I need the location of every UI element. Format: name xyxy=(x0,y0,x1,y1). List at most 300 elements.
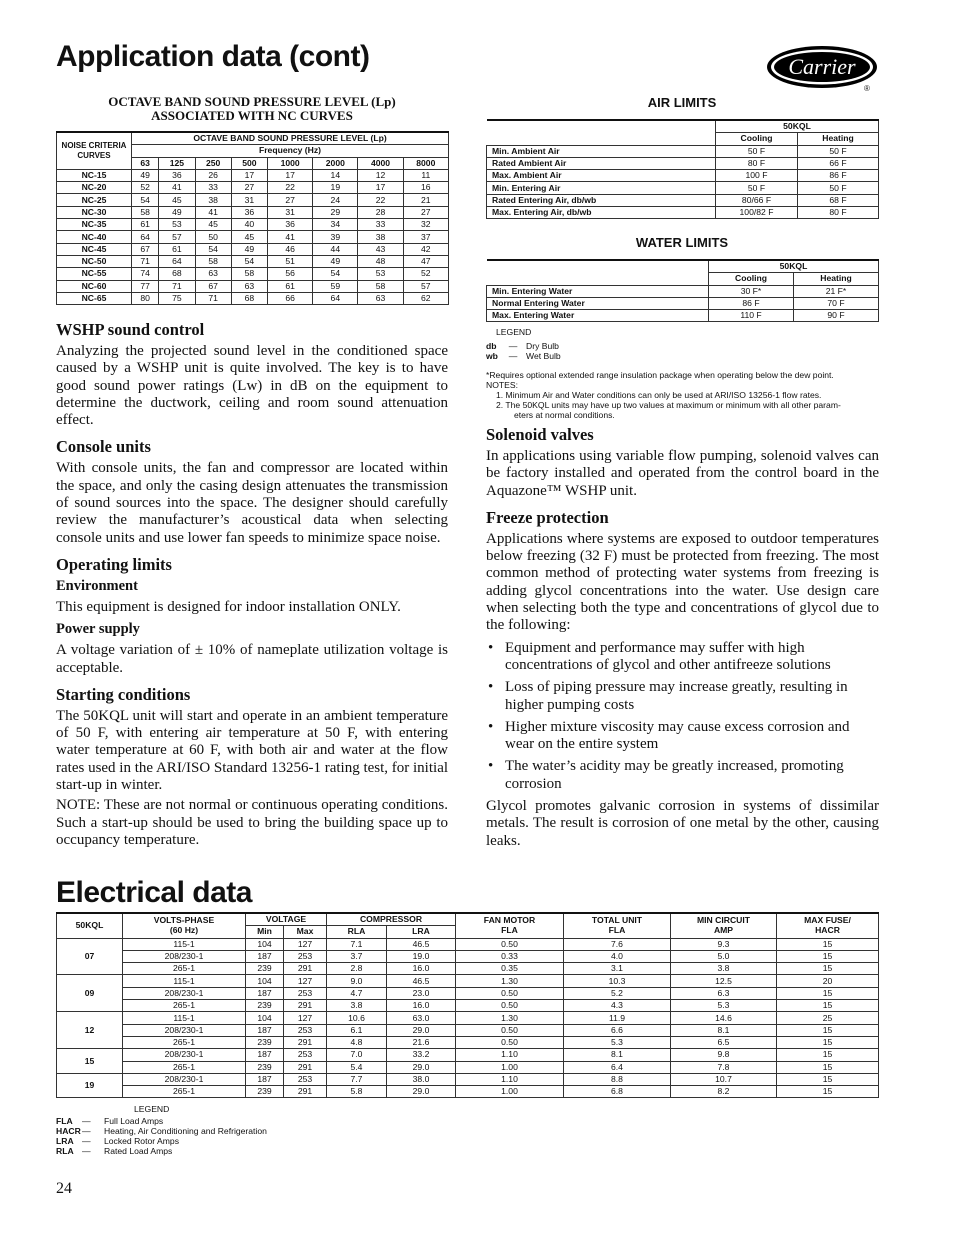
fan-motor-header: FAN MOTOR FLA xyxy=(456,913,564,938)
electrical-cell: 291 xyxy=(284,1086,327,1098)
sound-value: 52 xyxy=(132,182,159,194)
sound-value: 54 xyxy=(195,243,231,255)
cooling-value: 100/82 F xyxy=(716,207,798,219)
sound-table-row xyxy=(57,206,449,218)
limit-label: Rated Ambient Air xyxy=(487,157,716,169)
electrical-cell: 9.3 xyxy=(671,938,777,950)
starting-conditions-heading: Starting conditions xyxy=(56,684,191,704)
sound-table-row xyxy=(57,231,449,243)
electrical-cell: 127 xyxy=(284,975,327,987)
electrical-cell: 115-1 xyxy=(123,938,246,950)
sound-table-title: OCTAVE BAND SOUND PRESSURE LEVEL (Lp) ASSOCIATED WITH NC CURVES xyxy=(108,94,396,123)
electrical-cell: 4.8 xyxy=(327,1036,387,1048)
sound-value: 27 xyxy=(231,182,267,194)
electrical-cell: 29.0 xyxy=(387,1061,456,1073)
water-limits-heating-header: Heating xyxy=(794,273,879,285)
sound-value: 54 xyxy=(313,268,358,280)
sound-table-row xyxy=(57,280,449,292)
electrical-cell: 10.6 xyxy=(327,1012,387,1024)
legend-row xyxy=(56,1146,456,1156)
sound-value: 58 xyxy=(358,280,403,292)
sound-value: 41 xyxy=(195,206,231,218)
electrical-cell: 265-1 xyxy=(123,1086,246,1098)
legend-key: RLA xyxy=(56,1146,74,1156)
logo-text: Carrier xyxy=(788,54,856,79)
sound-value: 28 xyxy=(358,206,403,218)
electrical-cell: 0.50 xyxy=(456,1024,564,1036)
sound-table-row xyxy=(57,268,449,280)
starting-conditions-paragraph: The 50KQL unit will start and operate in an ambient temperature of 50 F, with entering air temperature at 50 F, with entering water temperature at 60 F, with both air and water at the flow rates used in the ARI/ISO Standard 13256-1 rating test, for initial start-up in winter. xyxy=(56,707,449,794)
volts-phase-header: VOLTS-PHASE (60 Hz) xyxy=(123,913,246,938)
sound-value: 11 xyxy=(403,169,448,181)
sound-value: 67 xyxy=(132,243,159,255)
power-supply-paragraph: A voltage variation of ± 10% of nameplate utilization voltage is acceptable. xyxy=(56,642,448,676)
electrical-row xyxy=(57,1024,879,1036)
legend-dash: — xyxy=(82,1146,91,1156)
electrical-cell: 1.00 xyxy=(456,1086,564,1098)
sound-value: 36 xyxy=(268,219,313,231)
sound-value: 80 xyxy=(132,292,159,304)
limit-label: Max. Ambient Air xyxy=(487,170,716,182)
electrical-data-table xyxy=(56,912,879,1098)
limit-label: Min. Entering Air xyxy=(487,182,716,194)
note-paragraph: NOTE: These are not normal or continuous operating conditions. Such a start-up should be used to bring the building space up to occupancy temperature. xyxy=(56,797,448,848)
frequency-cell: 250 xyxy=(195,157,231,169)
glycol-bullet-list xyxy=(486,640,879,793)
limit-row xyxy=(487,207,879,219)
electrical-cell: 7.1 xyxy=(327,938,387,950)
sound-value: 52 xyxy=(403,268,448,280)
sound-value: 45 xyxy=(231,231,267,243)
electrical-cell: 1.10 xyxy=(456,1073,564,1085)
electrical-cell: 7.0 xyxy=(327,1049,387,1061)
legend-desc: Wet Bulb xyxy=(526,351,561,361)
electrical-cell: 265-1 xyxy=(123,1036,246,1048)
limit-row xyxy=(487,170,879,182)
electrical-cell: 33.2 xyxy=(387,1049,456,1061)
sound-value: 77 xyxy=(132,280,159,292)
sound-value: 66 xyxy=(268,292,313,304)
sound-value: 26 xyxy=(195,169,231,181)
electrical-cell: 187 xyxy=(246,950,284,962)
electrical-cell: 15 xyxy=(777,1036,879,1048)
heating-value: 90 F xyxy=(794,310,879,322)
electrical-cell: 253 xyxy=(284,987,327,999)
sound-value: 16 xyxy=(403,182,448,194)
sound-value: 42 xyxy=(403,243,448,255)
electrical-cell: 15 xyxy=(777,1073,879,1085)
electrical-cell: 239 xyxy=(246,1036,284,1048)
cooling-value: 50 F xyxy=(716,145,798,157)
electrical-row xyxy=(57,1049,879,1061)
electrical-cell: 187 xyxy=(246,987,284,999)
sound-value: 67 xyxy=(195,280,231,292)
electrical-cell: 253 xyxy=(284,1049,327,1061)
limit-row xyxy=(487,310,879,322)
sound-value: 53 xyxy=(358,268,403,280)
sound-value: 27 xyxy=(268,194,313,206)
sound-value: 27 xyxy=(403,206,448,218)
sound-value: 44 xyxy=(313,243,358,255)
sound-value: 63 xyxy=(231,280,267,292)
limit-label: Normal Entering Water xyxy=(487,297,709,309)
sound-value: 49 xyxy=(159,206,195,218)
sound-value: 22 xyxy=(358,194,403,206)
cooling-value: 100 F xyxy=(716,170,798,182)
electrical-cell: 9.8 xyxy=(671,1049,777,1061)
sound-value: 38 xyxy=(195,194,231,206)
legend-title: LEGEND xyxy=(496,327,532,337)
electrical-cell: 208/230-1 xyxy=(123,1024,246,1036)
notes-title: NOTES: xyxy=(486,380,518,390)
sound-value: 17 xyxy=(268,169,313,181)
sound-value: 49 xyxy=(231,243,267,255)
sound-table-row xyxy=(57,219,449,231)
electrical-cell: 6.4 xyxy=(564,1061,671,1073)
electrical-cell: 8.8 xyxy=(564,1073,671,1085)
nc-curve-label: NC-50 xyxy=(57,255,132,267)
sound-value: 68 xyxy=(231,292,267,304)
legend-desc: Heating, Air Conditioning and Refrigeration xyxy=(104,1126,267,1136)
electrical-cell: 5.3 xyxy=(671,1000,777,1012)
environment-heading: Environment xyxy=(56,577,138,594)
left-column xyxy=(56,320,448,849)
electrical-cell: 4.3 xyxy=(564,1000,671,1012)
sound-value: 62 xyxy=(403,292,448,304)
carrier-logo xyxy=(766,44,882,94)
electrical-cell: 253 xyxy=(284,1073,327,1085)
sound-value: 54 xyxy=(132,194,159,206)
air-limits-table xyxy=(486,119,879,219)
frequency-header: Frequency (Hz) xyxy=(132,145,449,157)
glycol-paragraph: Glycol promotes galvanic corrosion in systems of dissimilar metals. The result is corrosion of one metal by the other, causing leaks. xyxy=(486,798,879,849)
sound-value: 21 xyxy=(403,194,448,206)
frequency-cell: 63 xyxy=(132,157,159,169)
operating-limits-heading: Operating limits xyxy=(56,554,172,574)
electrical-cell: 5.8 xyxy=(327,1086,387,1098)
water-limits-table xyxy=(486,259,879,322)
electrical-legend-title: LEGEND xyxy=(134,1104,170,1114)
octave-band-header: OCTAVE BAND SOUND PRESSURE LEVEL (Lp) xyxy=(132,132,449,145)
frequency-cell: 8000 xyxy=(403,157,448,169)
electrical-data-title: Electrical data xyxy=(56,876,252,909)
electrical-row xyxy=(57,1036,879,1048)
electrical-cell: 63.0 xyxy=(387,1012,456,1024)
electrical-row xyxy=(57,963,879,975)
electrical-cell: 46.5 xyxy=(387,975,456,987)
voltage-header: VOLTAGE xyxy=(246,913,327,926)
electrical-cell: 15 xyxy=(777,1024,879,1036)
limit-row xyxy=(487,145,879,157)
electrical-cell: 46.5 xyxy=(387,938,456,950)
electrical-cell: 253 xyxy=(284,1024,327,1036)
sound-value: 50 xyxy=(195,231,231,243)
voltage-max-header: Max xyxy=(284,926,327,938)
legend-dash: — xyxy=(82,1126,91,1136)
nc-curve-label: NC-40 xyxy=(57,231,132,243)
electrical-cell: 15 xyxy=(777,1061,879,1073)
electrical-row xyxy=(57,1000,879,1012)
legend-row xyxy=(56,1126,456,1136)
sound-value: 64 xyxy=(132,231,159,243)
solenoid-valves-heading: Solenoid valves xyxy=(486,425,594,444)
sound-value: 61 xyxy=(159,243,195,255)
electrical-cell: 208/230-1 xyxy=(123,987,246,999)
cooling-value: 30 F* xyxy=(709,285,794,297)
sound-value: 64 xyxy=(159,255,195,267)
sound-value: 14 xyxy=(313,169,358,181)
sound-value: 61 xyxy=(268,280,313,292)
electrical-cell: 15 xyxy=(777,987,879,999)
model-header: 50KQL xyxy=(57,913,123,938)
water-limits-notes xyxy=(486,327,886,420)
electrical-cell: 127 xyxy=(284,938,327,950)
sound-value: 48 xyxy=(358,255,403,267)
bullet-item: • Loss of piping pressure may increase greatly, resulting in higher pumping costs xyxy=(486,679,879,714)
electrical-cell: 16.0 xyxy=(387,963,456,975)
cooling-value: 110 F xyxy=(709,310,794,322)
sound-table-row xyxy=(57,194,449,206)
electrical-cell: 0.50 xyxy=(456,987,564,999)
model-size: 15 xyxy=(57,1049,123,1074)
electrical-cell: 14.6 xyxy=(671,1012,777,1024)
electrical-cell: 15 xyxy=(777,1049,879,1061)
sound-value: 41 xyxy=(268,231,313,243)
electrical-cell: 0.50 xyxy=(456,1000,564,1012)
heating-value: 70 F xyxy=(794,297,879,309)
legend-key: wb xyxy=(486,351,498,361)
sound-value: 51 xyxy=(268,255,313,267)
max-fuse-header: MAX FUSE/ HACR xyxy=(777,913,879,938)
wshp-sound-heading: WSHP sound control xyxy=(56,320,205,339)
note-1: 1. Minimum Air and Water conditions can only be used at ARI/ISO 13256-1 flow rates. xyxy=(496,390,822,400)
electrical-cell: 6.6 xyxy=(564,1024,671,1036)
electrical-cell: 5.4 xyxy=(327,1061,387,1073)
electrical-cell: 8.1 xyxy=(564,1049,671,1061)
electrical-cell: 104 xyxy=(246,1012,284,1024)
limit-row xyxy=(487,194,879,206)
heating-value: 50 F xyxy=(798,182,879,194)
sound-value: 53 xyxy=(159,219,195,231)
electrical-cell: 21.6 xyxy=(387,1036,456,1048)
legend-dash: — xyxy=(82,1136,91,1146)
sound-value: 71 xyxy=(195,292,231,304)
limit-label: Rated Entering Air, db/wb xyxy=(487,194,716,206)
heating-value: 50 F xyxy=(798,145,879,157)
min-circuit-header: MIN CIRCUIT AMP xyxy=(671,913,777,938)
electrical-cell: 6.5 xyxy=(671,1036,777,1048)
bullet-item: • Equipment and performance may suffer with high concentrations of glycol and other antifreeze solutions xyxy=(486,640,879,675)
electrical-cell: 104 xyxy=(246,938,284,950)
electrical-cell: 4.7 xyxy=(327,987,387,999)
sound-value: 63 xyxy=(195,268,231,280)
sound-value: 74 xyxy=(132,268,159,280)
frequency-cell: 4000 xyxy=(358,157,403,169)
nc-curve-label: NC-60 xyxy=(57,280,132,292)
electrical-cell: 187 xyxy=(246,1073,284,1085)
footnote: *Requires optional extended range insulation package when operating below the dew point. xyxy=(486,370,834,380)
electrical-cell: 1.10 xyxy=(456,1049,564,1061)
electrical-cell: 23.0 xyxy=(387,987,456,999)
sound-value: 17 xyxy=(231,169,267,181)
cooling-value: 80 F xyxy=(716,157,798,169)
note-2-continued: eters at normal conditions. xyxy=(514,410,615,420)
sound-value: 64 xyxy=(313,292,358,304)
heating-value: 21 F* xyxy=(794,285,879,297)
sound-value: 56 xyxy=(268,268,313,280)
legend-key: LRA xyxy=(56,1136,74,1146)
sound-value: 22 xyxy=(268,182,313,194)
electrical-row xyxy=(57,1086,879,1098)
sound-value: 29 xyxy=(313,206,358,218)
total-unit-header: TOTAL UNIT FLA xyxy=(564,913,671,938)
cooling-value: 80/66 F xyxy=(716,194,798,206)
sound-value: 38 xyxy=(358,231,403,243)
limit-label: Min. Entering Water xyxy=(487,285,709,297)
nc-curve-label: NC-45 xyxy=(57,243,132,255)
sound-value: 68 xyxy=(159,268,195,280)
legend-desc: Full Load Amps xyxy=(104,1116,164,1126)
frequency-cell: 125 xyxy=(159,157,195,169)
limit-row xyxy=(487,285,879,297)
legend-desc: Locked Rotor Amps xyxy=(104,1136,179,1146)
bullet-item: • The water’s acidity may be greatly increased, promoting corrosion xyxy=(486,758,879,793)
cooling-value: 50 F xyxy=(716,182,798,194)
sound-value: 58 xyxy=(231,268,267,280)
electrical-cell: 6.3 xyxy=(671,987,777,999)
sound-value: 24 xyxy=(313,194,358,206)
electrical-cell: 5.2 xyxy=(564,987,671,999)
electrical-cell: 104 xyxy=(246,975,284,987)
electrical-cell: 0.50 xyxy=(456,1036,564,1048)
electrical-cell: 1.30 xyxy=(456,1012,564,1024)
electrical-cell: 0.50 xyxy=(456,938,564,950)
sound-table-row xyxy=(57,292,449,304)
electrical-row xyxy=(57,1012,879,1024)
nc-curve-label: NC-65 xyxy=(57,292,132,304)
electrical-cell: 11.9 xyxy=(564,1012,671,1024)
sound-table-row xyxy=(57,182,449,194)
electrical-cell: 208/230-1 xyxy=(123,1073,246,1085)
electrical-cell: 265-1 xyxy=(123,1061,246,1073)
sound-value: 63 xyxy=(358,292,403,304)
nc-curve-label: NC-25 xyxy=(57,194,132,206)
electrical-cell: 10.3 xyxy=(564,975,671,987)
electrical-cell: 208/230-1 xyxy=(123,1049,246,1061)
electrical-cell: 239 xyxy=(246,1086,284,1098)
sound-value: 59 xyxy=(313,280,358,292)
electrical-cell: 15 xyxy=(777,950,879,962)
sound-value: 58 xyxy=(195,255,231,267)
sound-value: 40 xyxy=(231,219,267,231)
air-limits-model: 50KQL xyxy=(716,120,879,133)
legend-row xyxy=(486,341,886,351)
electrical-cell: 291 xyxy=(284,1000,327,1012)
sound-value: 17 xyxy=(358,182,403,194)
sound-value: 71 xyxy=(132,255,159,267)
sound-value: 41 xyxy=(159,182,195,194)
electrical-cell: 3.1 xyxy=(564,963,671,975)
electrical-cell: 265-1 xyxy=(123,1000,246,1012)
electrical-cell: 1.00 xyxy=(456,1061,564,1073)
limit-row xyxy=(487,157,879,169)
electrical-cell: 7.6 xyxy=(564,938,671,950)
rla-header: RLA xyxy=(327,926,387,938)
sound-value: 54 xyxy=(231,255,267,267)
model-size: 12 xyxy=(57,1012,123,1049)
sound-value: 61 xyxy=(132,219,159,231)
sound-value: 31 xyxy=(268,206,313,218)
legend-key: FLA xyxy=(56,1116,73,1126)
noise-criteria-header: NOISE CRITERIA CURVES xyxy=(57,132,132,169)
electrical-cell: 115-1 xyxy=(123,1012,246,1024)
electrical-cell: 38.0 xyxy=(387,1073,456,1085)
sound-value: 49 xyxy=(313,255,358,267)
frequency-cell: 2000 xyxy=(313,157,358,169)
electrical-cell: 29.0 xyxy=(387,1086,456,1098)
sound-value: 49 xyxy=(132,169,159,181)
limit-row xyxy=(487,297,879,309)
freeze-protection-heading: Freeze protection xyxy=(486,507,609,527)
lra-header: LRA xyxy=(387,926,456,938)
registered-mark: ® xyxy=(864,84,870,93)
sound-value: 57 xyxy=(159,231,195,243)
electrical-cell: 3.8 xyxy=(671,963,777,975)
electrical-cell: 187 xyxy=(246,1024,284,1036)
sound-value: 34 xyxy=(313,219,358,231)
note-2: 2. The 50KQL units may have up two values at maximum or minimum with all other param- xyxy=(496,400,841,410)
electrical-cell: 239 xyxy=(246,963,284,975)
electrical-cell: 8.2 xyxy=(671,1086,777,1098)
electrical-cell: 1.30 xyxy=(456,975,564,987)
nc-curve-label: NC-20 xyxy=(57,182,132,194)
legend-dash: — xyxy=(82,1116,91,1126)
electrical-cell: 2.8 xyxy=(327,963,387,975)
heating-value: 86 F xyxy=(798,170,879,182)
electrical-cell: 15 xyxy=(777,963,879,975)
sound-value: 58 xyxy=(132,206,159,218)
electrical-cell: 0.35 xyxy=(456,963,564,975)
legend-key: HACR xyxy=(56,1126,81,1136)
sound-value: 75 xyxy=(159,292,195,304)
electrical-cell: 291 xyxy=(284,963,327,975)
electrical-cell: 3.8 xyxy=(327,1000,387,1012)
sound-value: 12 xyxy=(358,169,403,181)
freeze-protection-paragraph: Applications where systems are exposed to outdoor temperatures below freezing (32 F) must be protected from freezing. The most common method of protecting water systems from freezing is adding glycol concentrations into the water. Use design care when selecting both the type and concentrations of glycol due to the following: xyxy=(486,530,879,634)
nc-curve-label: NC-15 xyxy=(57,169,132,181)
electrical-cell: 20 xyxy=(777,975,879,987)
console-units-heading: Console units xyxy=(56,437,151,457)
electrical-cell: 9.0 xyxy=(327,975,387,987)
page-number: 24 xyxy=(56,1180,72,1197)
limit-label: Min. Ambient Air xyxy=(487,145,716,157)
sound-value: 36 xyxy=(159,169,195,181)
electrical-cell: 15 xyxy=(777,1086,879,1098)
water-limits-model: 50KQL xyxy=(709,260,879,273)
water-limits-cooling-header: Cooling xyxy=(709,273,794,285)
sound-value: 33 xyxy=(358,219,403,231)
electrical-cell: 239 xyxy=(246,1000,284,1012)
voltage-min-header: Min xyxy=(246,926,284,938)
heating-value: 80 F xyxy=(798,207,879,219)
model-size: 09 xyxy=(57,975,123,1012)
console-units-paragraph: With console units, the fan and compressor are located within the space, and only the casing design attenuates the transmission of sound sources into the space. The designer should carefully review the manufacturer’s acoustical data when selecting console units and use lower fan speeds to minimize space noise. xyxy=(56,460,448,546)
legend-row xyxy=(56,1136,456,1146)
air-limits-title: AIR LIMITS xyxy=(647,95,717,110)
electrical-cell: 291 xyxy=(284,1036,327,1048)
sound-value: 36 xyxy=(231,206,267,218)
electrical-cell: 15 xyxy=(777,1000,879,1012)
